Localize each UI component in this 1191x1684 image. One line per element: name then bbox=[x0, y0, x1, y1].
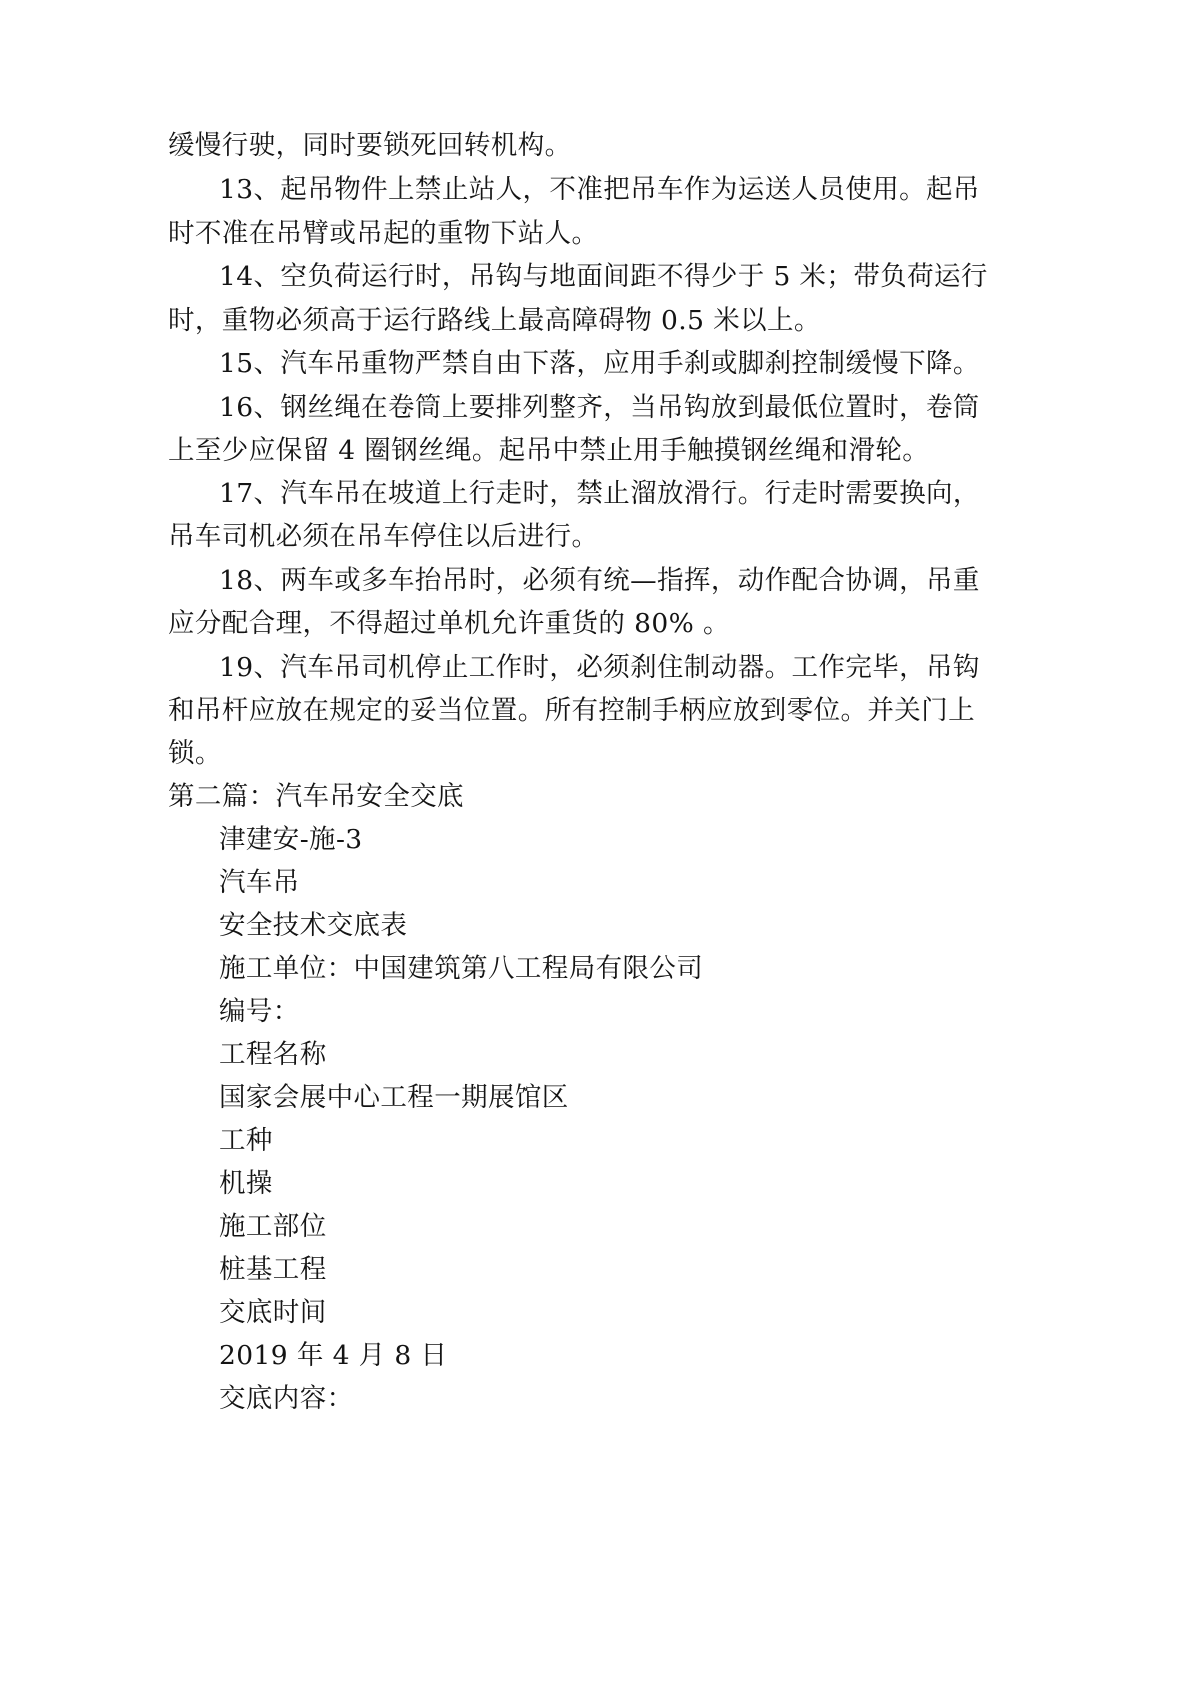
paragraph-13-line2: 时不准在吊臂或吊起的重物下站人。 bbox=[168, 218, 599, 249]
paragraph-19-line1: 19、汽车吊司机停止工作时，必须刹住制动器。工作完毕，吊钩 bbox=[219, 652, 980, 683]
paragraph-15: 15、汽车吊重物严禁自由下落，应用手刹或脚刹控制缓慢下降。 bbox=[219, 348, 980, 379]
construction-area-value: 桩基工程 bbox=[219, 1254, 327, 1285]
section-2-title: 第二篇：汽车吊安全交底 bbox=[168, 781, 464, 812]
equipment-name: 汽车吊 bbox=[219, 867, 300, 898]
project-name-value: 国家会展中心工程一期展馆区 bbox=[219, 1082, 569, 1113]
paragraph-12-cont: 缓慢行驶，同时要锁死回转机构。 bbox=[168, 130, 572, 161]
briefing-time-value: 2019 年 4 月 8 日 bbox=[219, 1340, 448, 1371]
trade-value: 机操 bbox=[219, 1168, 273, 1199]
briefing-content-label: 交底内容： bbox=[219, 1383, 354, 1414]
paragraph-16-line2: 上至少应保留 4 圈钢丝绳。起吊中禁止用手触摸钢丝绳和滑轮。 bbox=[168, 435, 930, 466]
form-title: 安全技术交底表 bbox=[219, 910, 408, 941]
paragraph-18-line1: 18、两车或多车抬吊时，必须有统—指挥，动作配合协调，吊重 bbox=[219, 565, 980, 596]
paragraph-14-line1: 14、空负荷运行时，吊钩与地面间距不得少于 5 米；带负荷运行 bbox=[219, 261, 988, 292]
paragraph-19-line2: 和吊杆应放在规定的妥当位置。所有控制手柄应放到零位。并关门上 bbox=[168, 695, 975, 726]
paragraph-18-line2: 应分配合理，不得超过单机允许重货的 80% 。 bbox=[168, 608, 730, 639]
construction-unit: 施工单位：中国建筑第八工程局有限公司 bbox=[219, 953, 704, 984]
trade-label: 工种 bbox=[219, 1125, 273, 1156]
paragraph-19-line3: 锁。 bbox=[168, 738, 222, 769]
paragraph-17-line2: 吊车司机必须在吊车停住以后进行。 bbox=[168, 521, 599, 552]
form-code: 津建安-施-3 bbox=[219, 824, 363, 855]
project-name-label: 工程名称 bbox=[219, 1039, 327, 1070]
paragraph-13-line1: 13、起吊物件上禁止站人，不准把吊车作为运送人员使用。起吊 bbox=[219, 174, 980, 205]
briefing-time-label: 交底时间 bbox=[219, 1297, 327, 1328]
paragraph-16-line1: 16、钢丝绳在卷筒上要排列整齐，当吊钩放到最低位置时，卷筒 bbox=[219, 392, 980, 423]
serial-number-label: 编号： bbox=[219, 996, 300, 1027]
construction-area-label: 施工部位 bbox=[219, 1211, 327, 1242]
paragraph-14-line2: 时，重物必须高于运行路线上最高障碍物 0.5 米以上。 bbox=[168, 305, 821, 336]
paragraph-17-line1: 17、汽车吊在坡道上行走时，禁止溜放滑行。行走时需要换向， bbox=[219, 478, 980, 509]
